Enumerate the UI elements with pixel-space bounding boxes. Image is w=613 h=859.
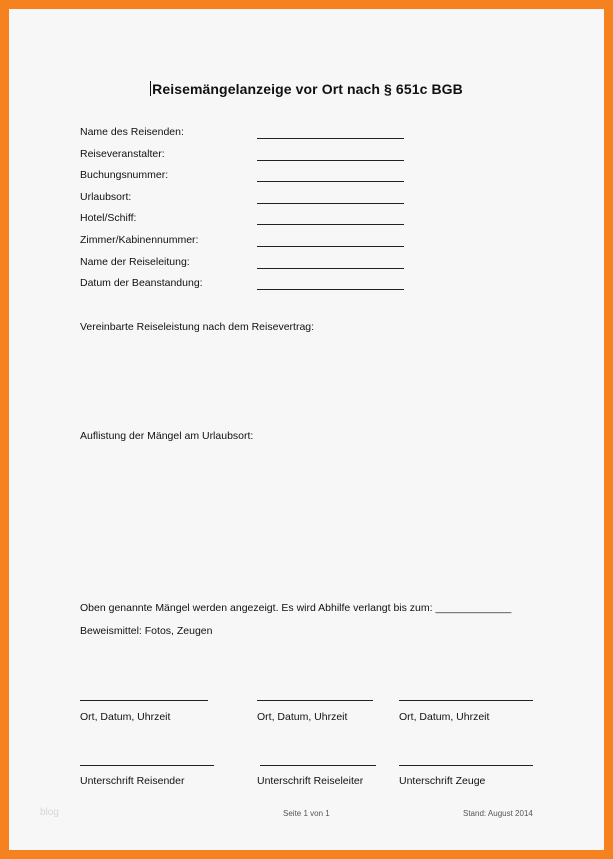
field-line-hotel-ship[interactable] xyxy=(257,224,404,225)
document-title-text: Reisemängelanzeige vor Ort nach § 651c BGB xyxy=(152,81,463,97)
field-label-tour-operator: Reiseveranstalter: xyxy=(80,148,165,160)
place-date-label-guide: Ort, Datum, Uhrzeit xyxy=(257,711,348,723)
evidence-text: Beweismittel: Fotos, Zeugen xyxy=(80,625,213,637)
field-line-booking-number[interactable] xyxy=(257,181,404,182)
field-line-destination[interactable] xyxy=(257,203,404,204)
agreed-service-heading: Vereinbarte Reiseleistung nach dem Reisevertrag: xyxy=(80,321,315,333)
signature-label-traveler: Unterschrift Reisender xyxy=(80,775,185,787)
signature-line-witness[interactable] xyxy=(399,765,533,766)
field-line-tour-guide[interactable] xyxy=(257,268,404,269)
remedy-notice: Oben genannte Mängel werden angezeigt. Es wird Abhilfe verlangt bis zum: _____________ xyxy=(80,602,512,614)
field-label-room-number: Zimmer/Kabinennummer: xyxy=(80,234,199,246)
field-label-traveler-name: Name des Reisenden: xyxy=(80,126,184,138)
field-label-complaint-date: Datum der Beanstandung: xyxy=(80,277,203,289)
place-date-label-witness: Ort, Datum, Uhrzeit xyxy=(399,711,490,723)
document-version-date: Stand: August 2014 xyxy=(463,809,533,818)
text-cursor xyxy=(150,81,151,96)
signature-label-guide: Unterschrift Reiseleiter xyxy=(257,775,364,787)
field-label-tour-guide: Name der Reiseleitung: xyxy=(80,256,190,268)
field-label-hotel-ship: Hotel/Schiff: xyxy=(80,212,137,224)
blog-watermark: blog xyxy=(40,807,59,818)
document-page xyxy=(9,9,604,850)
place-date-label-traveler: Ort, Datum, Uhrzeit xyxy=(80,711,171,723)
signature-line-guide[interactable] xyxy=(260,765,376,766)
place-date-line-witness[interactable] xyxy=(399,700,533,701)
signature-line-traveler[interactable] xyxy=(80,765,214,766)
document-title xyxy=(9,81,604,97)
field-line-traveler-name[interactable] xyxy=(257,138,404,139)
field-label-destination: Urlaubsort: xyxy=(80,191,132,203)
signature-label-witness: Unterschrift Zeuge xyxy=(399,775,486,787)
page-number: Seite 1 von 1 xyxy=(283,809,330,818)
place-date-line-traveler[interactable] xyxy=(80,700,208,701)
field-line-complaint-date[interactable] xyxy=(257,289,404,290)
field-label-booking-number: Buchungsnummer: xyxy=(80,169,169,181)
place-date-line-guide[interactable] xyxy=(257,700,373,701)
field-line-room-number[interactable] xyxy=(257,246,404,247)
field-line-tour-operator[interactable] xyxy=(257,160,404,161)
defects-list-heading: Auflistung der Mängel am Urlaubsort: xyxy=(80,430,254,442)
